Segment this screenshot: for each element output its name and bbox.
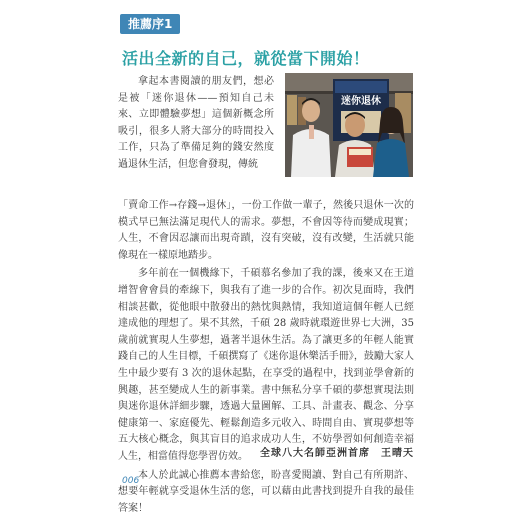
paragraph-2-wrap bbox=[118, 266, 414, 465]
paragraph-1 bbox=[118, 74, 414, 214]
page-number: 006 bbox=[122, 476, 139, 486]
paragraph-1-lead: 拿起本書閱讀的朋友們，想必是被「迷你退休——預知自己未來、立即體驗夢想」這個新概念所吸引，很多人將大部分的時間投入工作，只為了準備足夠的錢安然度過退休生活，但您會發現，傳統 bbox=[118, 74, 274, 174]
poster-banner-text: 迷你退休 bbox=[341, 94, 381, 107]
page-title: 活出全新的自己，就從當下開始！ bbox=[122, 46, 370, 69]
paragraph-3-wrap bbox=[118, 468, 414, 517]
paragraph-3: 本人於此誠心推薦本書給您，盼喜愛閱讀、對自己有所期許、想要年輕就享受退休生活的您，可以藉由此書找到提升自我的最佳答案！ bbox=[118, 468, 414, 517]
paragraph-2: 多年前在一個機緣下，千碩慕名參加了我的課，後來又在王道增智會會員的牽線下，與我有了進一步的合作。初次見面時，我們相談甚歡，從他眼中散發出的熱忱與熱情，我知道這個年輕人已經達成他的理想了。果不其然，千碩 28 歲時就環遊世界七大洲，35 歲前就實現人生夢想，過著半退休生活。為了讓更多的年輕人能實踐自己的人生目標，千碩撰寫了《迷你退休樂活手冊》，鼓勵大家人生中最少要有 3 次的退休起點，在享受的過程中，找到並學會新的興趣，甚至變成人生的新事業。書中無私分享千碩的夢想實現法則與迷你退休詳細步驟，透過大量圖解、工具、計畫表、觀念、分享健康第一、家庭優先、輕鬆創造多元收入、時間自由、實現夢想等五大核心概念，與其盲目的追求成功人生，不妨學習如何創造幸福人生，相當值得您學習仿效。 bbox=[118, 266, 414, 465]
paragraph-1-continued: 「賣命工作→存錢→退休」，一份工作做一輩子，然後只退休一次的模式早已無法滿足現代人的需求。夢想，不會因等待而變成現實；人生，不會因忍讓而出現奇蹟，沒有突破，沒有改變，生活就只能像現在一樣原地踏步。 bbox=[118, 198, 414, 264]
author-signature: 全球八大名師亞洲首席 王晴天 bbox=[260, 444, 414, 459]
section-tag: 推薦序1 bbox=[120, 14, 180, 34]
